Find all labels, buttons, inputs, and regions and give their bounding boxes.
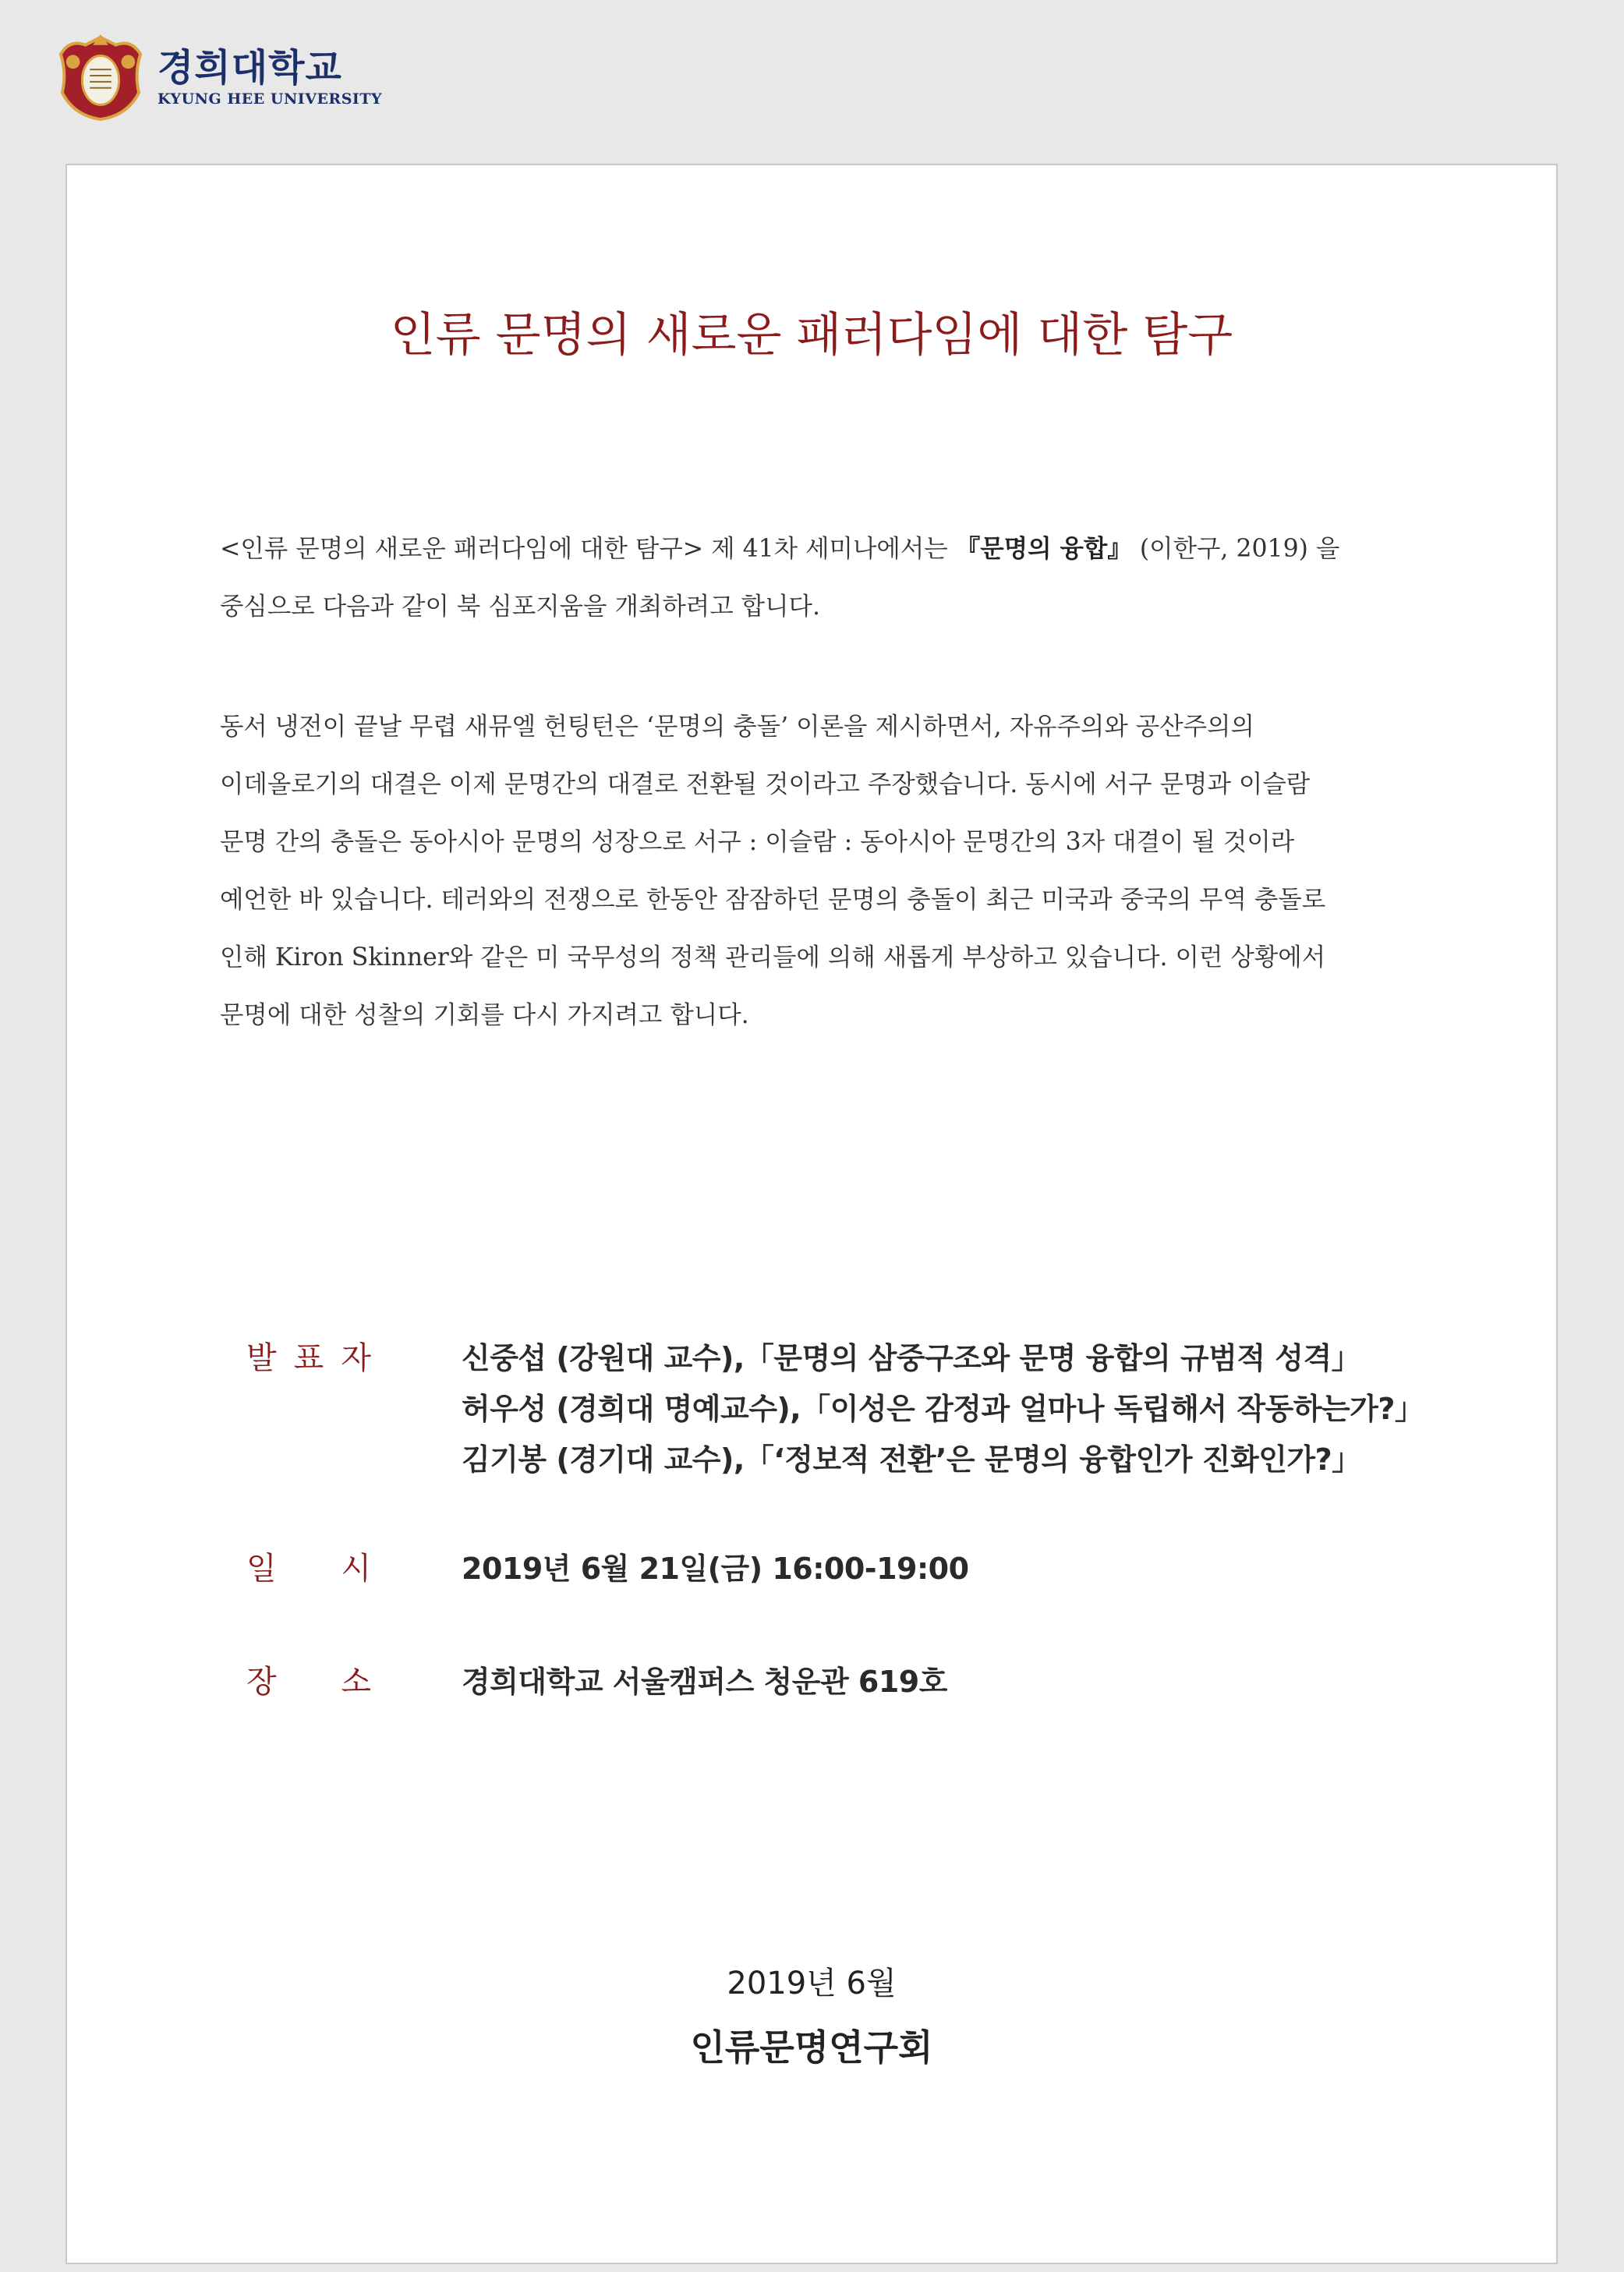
place-label: 장 소 xyxy=(246,1664,371,1700)
event-datetime: 2019년 6월 21일(금) 16:00-19:00 xyxy=(462,1552,969,1586)
university-logo xyxy=(55,31,382,123)
footer-organization: 인류문명연구회 xyxy=(690,2026,933,2069)
body-paragraph: 동서 냉전이 끝날 무렵 새뮤엘 헌팅턴은 ‘문명의 충돌’ 이론을 제시하면서, 자유주의와 공산주의의 이데올로기의 대결은 이제 문명간의 대결로 전환될 것이라고 주장했습니다. 동시에 서구 문명과 이슬람 문명 간의 충돌은 동아시아 문명의 성장으로 서구 : 이슬람 : 동아시아 문명간의 3자 대결이 될 것이라 예언한 바 있습니다. 테러와의 전쟁으로 한동안 잠잠하던 문명의 충돌이 최근 미국과 중국의 무역 충돌로 인해 Kiron Skinner와 같은 미 국무성의 정책 관리들에 의해 새롭게 부상하고 있습니다. 이런 상황에서 문명에 대한 성찰의 기회를 다시 가지려고 합니다. xyxy=(220,713,1326,1029)
university-seal-icon xyxy=(55,31,147,123)
intro-lead: <인류 문명의 새로운 패러다임에 대한 탐구> 제 41차 세미나에서는 xyxy=(220,535,956,563)
presenter-1: 신중섭 (강원대 교수),「문명의 삼중구조와 문명 융합의 규범적 성격」 xyxy=(462,1341,1361,1375)
university-name-ko: 경희대학교 xyxy=(157,46,342,90)
presenter-2: 허우성 (경희대 명예교수),「이성은 감정과 얼마나 독립해서 작동하는가?」 xyxy=(462,1392,1424,1426)
presenter-3: 김기봉 (경기대 교수),「‘정보적 전환’은 문명의 융합인가 진화인가?」 xyxy=(462,1442,1361,1477)
presenters-label: 발 표 자 xyxy=(246,1340,371,1376)
date-label: 일 시 xyxy=(246,1551,371,1587)
document-title: 인류 문명의 새로운 패러다임에 대한 탐구 xyxy=(390,308,1233,363)
footer-date: 2019년 6월 xyxy=(727,1966,897,2001)
book-title: 『문명의 융합』 xyxy=(955,535,1132,563)
document-page xyxy=(65,164,1558,2264)
university-name-en: KYUNG HEE UNIVERSITY xyxy=(157,90,383,108)
intro-tail: (이한구, 2019) 을 중심으로 다음과 같이 북 심포지움을 개최하려고 합니다. xyxy=(220,535,1340,621)
event-location: 경희대학교 서울캠퍼스 청운관 619호 xyxy=(462,1665,947,1699)
intro-paragraph xyxy=(220,520,1558,635)
